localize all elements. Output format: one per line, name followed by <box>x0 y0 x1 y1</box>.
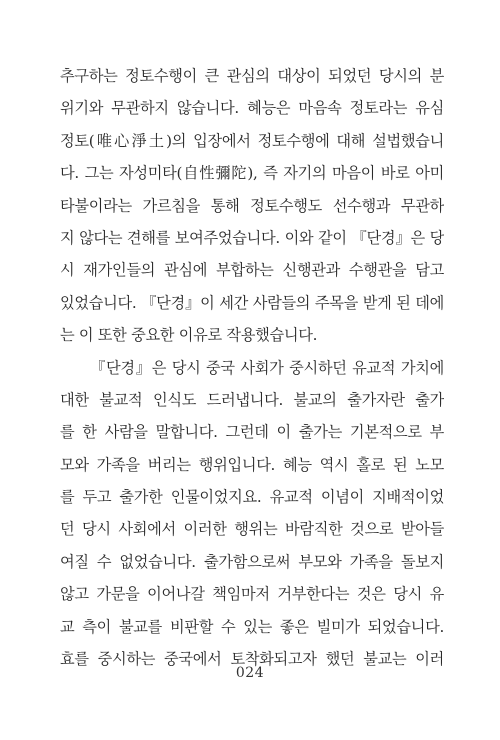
text-line: 지 않다는 견해를 보여주었습니다. 이와 같이 『단경』은 당 <box>60 228 444 247</box>
text-line: 는 이 또한 중요한 이유로 작용했습니다. <box>60 326 318 345</box>
text-line: 여질 수 없었습니다. 출가함으로써 부모와 가족을 돌보지 <box>60 552 444 571</box>
text-line: 있었습니다. 『단경』이 세간 사람들의 주목을 받게 된 데에 <box>60 293 444 312</box>
text-line: 『단경』은 당시 중국 사회가 중시하던 유교적 가치에 <box>90 358 444 377</box>
paragraph-2 <box>60 352 444 676</box>
text-line: 교 측이 불교를 비판할 수 있는 좋은 빌미가 되었습니다. <box>60 617 444 636</box>
paragraph-1 <box>60 60 444 352</box>
text-line: 위기와 무관하지 않습니다. 혜능은 마음속 정토라는 유심 <box>60 99 444 118</box>
text-line: 던 당시 사회에서 이러한 행위는 바람직한 것으로 받아들 <box>60 520 444 539</box>
text-line: 효를 중시하는 중국에서 토착화되고자 했던 불교는 이러 <box>60 650 444 669</box>
text-line: 를 한 사람을 말합니다. 그런데 이 출가는 기본적으로 부 <box>60 423 444 442</box>
text-line: 모와 가족을 버리는 행위입니다. 혜능 역시 홀로 된 노모 <box>60 455 444 474</box>
text-line: 대한 불교적 인식도 드러냅니다. 불교의 출가자란 출가 <box>60 390 444 409</box>
text-line: 를 두고 출가한 인물이었지요. 유교적 이념이 지배적이었 <box>60 488 444 507</box>
text-line: 타불이라는 가르침을 통해 정토수행도 선수행과 무관하 <box>60 196 444 215</box>
text-line: 않고 가문을 이어나갈 책임마저 거부한다는 것은 당시 유 <box>60 585 444 604</box>
text-line: 추구하는 정토수행이 큰 관심의 대상이 되었던 당시의 분 <box>60 67 444 85</box>
page-number: 024 <box>235 665 265 681</box>
body-text <box>60 60 444 675</box>
text-line: 다. 그는 자성미타(自性彌陀), 즉 자기의 마음이 바로 아미 <box>60 164 444 183</box>
text-line: 시 재가인들의 관심에 부합하는 신행관과 수행관을 담고 <box>60 261 444 280</box>
text-line: 정토(唯心淨土)의 입장에서 정토수행에 대해 설법했습니 <box>60 131 444 150</box>
